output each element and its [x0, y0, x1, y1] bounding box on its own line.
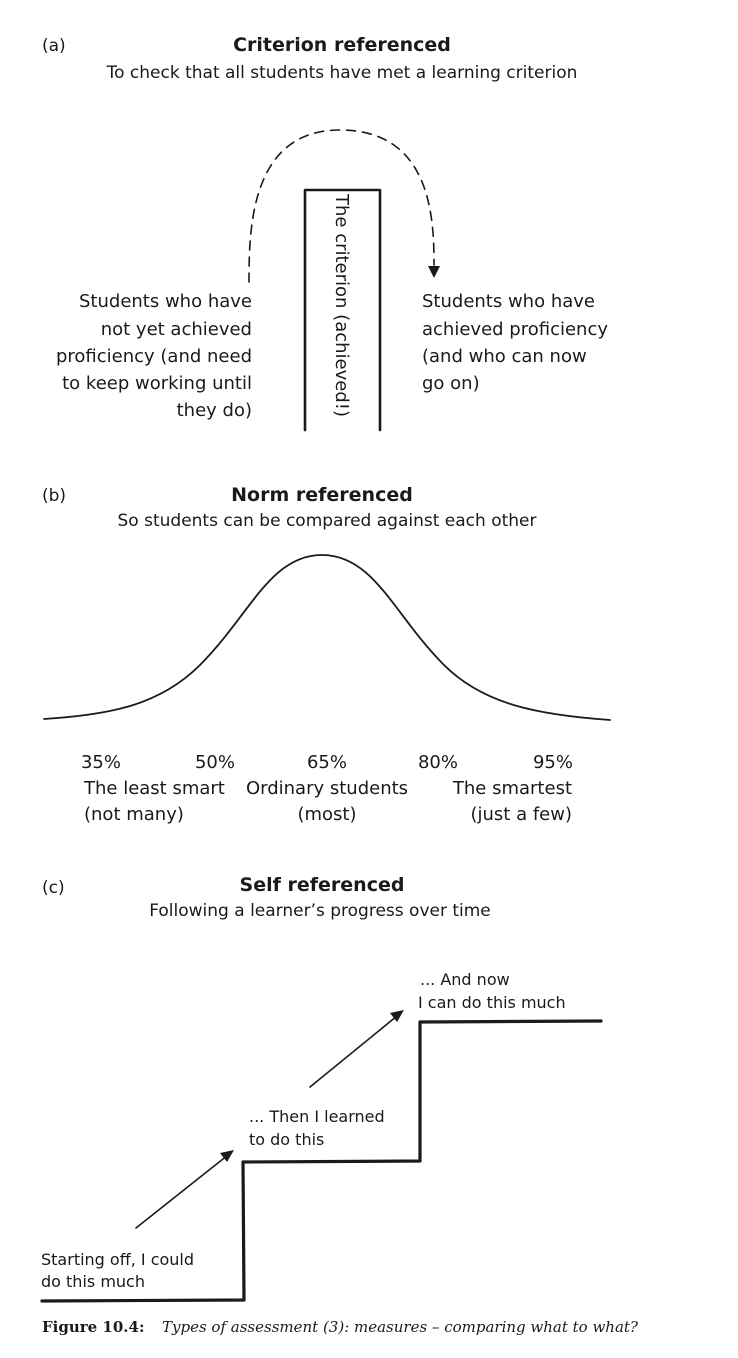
- percent-95: 95%: [532, 752, 574, 773]
- normal-distribution-curve: [44, 555, 610, 720]
- ordinary-label: Ordinary students: [245, 778, 409, 799]
- right-line-2: achieved proficiency: [422, 319, 608, 340]
- panel-a-subtitle: To check that all students have met a learning criterion: [106, 63, 578, 83]
- least-smart-note: (not many): [84, 804, 184, 825]
- step-1-line-1: Starting off, I could: [41, 1250, 195, 1269]
- step-3-line-1: ... And now: [420, 970, 510, 989]
- panel-a-letter: (a): [42, 36, 66, 56]
- smartest-label: The smartest: [452, 778, 572, 799]
- step-3-line-2: I can do this much: [418, 993, 566, 1012]
- arrow-step-1: [136, 1155, 228, 1228]
- caption-label: Figure 10.4:: [42, 1318, 145, 1336]
- caption-text: Types of assessment (3): measures – comparing what to what?: [162, 1318, 638, 1336]
- panel-c: [41, 874, 601, 1301]
- arrow-step-2: [310, 1016, 397, 1087]
- right-line-3: (and who can now: [422, 346, 587, 367]
- step-2-line-2: to do this: [249, 1130, 325, 1149]
- smartest-note: (just a few): [470, 804, 572, 825]
- step-1-line-2: do this much: [41, 1272, 145, 1291]
- panel-a: [42, 34, 608, 430]
- panel-c-letter: (c): [42, 878, 65, 898]
- percent-50: 50%: [194, 752, 236, 773]
- least-smart-label: The least smart: [84, 778, 225, 799]
- percent-80: 80%: [417, 752, 459, 773]
- not-yet-proficient-text: [56, 291, 252, 421]
- panel-a-title: Criterion referenced: [233, 34, 451, 56]
- panel-b-subtitle: So students can be compared against each other: [117, 511, 537, 531]
- criterion-label: The criterion (achieved!): [331, 194, 352, 417]
- right-line-4: go on): [422, 373, 480, 394]
- percent-65: 65%: [306, 752, 348, 773]
- percent-35: 35%: [80, 752, 122, 773]
- panel-b-letter: (b): [42, 486, 67, 506]
- figure-caption: [42, 1318, 639, 1336]
- ordinary-note: (most): [297, 804, 357, 825]
- panel-b-title: Norm referenced: [231, 484, 413, 506]
- left-line-4: to keep working until: [62, 373, 252, 394]
- left-line-3: proficiency (and need: [55, 346, 252, 367]
- left-line-5: they do): [176, 400, 252, 421]
- step-2-line-1: ... Then I learned: [249, 1107, 385, 1126]
- panel-b: [42, 484, 610, 825]
- proficient-text: [422, 291, 608, 394]
- left-line-1: Students who have: [79, 291, 252, 312]
- panel-c-title: Self referenced: [239, 874, 405, 896]
- left-line-2: not yet achieved: [100, 319, 252, 340]
- right-line-1: Students who have: [422, 291, 595, 312]
- arrowhead-icon: [428, 266, 440, 278]
- panel-c-subtitle: Following a learner’s progress over time: [149, 901, 491, 921]
